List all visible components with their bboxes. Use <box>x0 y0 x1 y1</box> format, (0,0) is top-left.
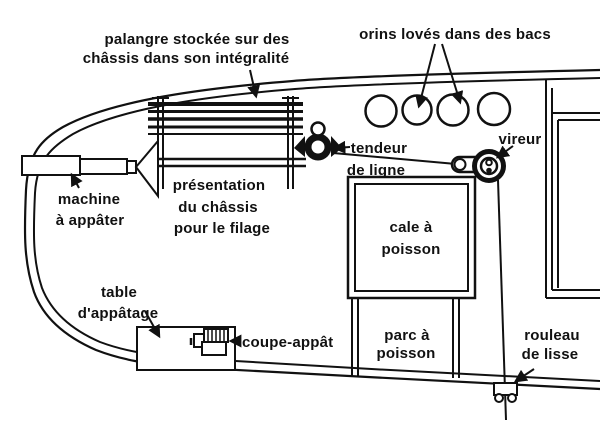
tensioner-wing-left <box>294 136 305 157</box>
fish-hold <box>348 177 475 298</box>
label-fish-hold-line2: poisson <box>381 241 441 258</box>
label-orins-tubs: orins lovés dans des bacs <box>359 26 551 43</box>
stern-superstructure <box>546 79 600 298</box>
labels <box>56 26 580 363</box>
label-fish-pen-line1: parc à <box>384 327 430 344</box>
label-fish-pen-line2: poisson <box>376 345 436 362</box>
hauler-axle-top <box>486 160 492 166</box>
label-rack-presentation-line3: pour le filage <box>173 220 271 237</box>
label-rack-presentation-line2: du châssis <box>178 199 258 216</box>
bait-machine <box>22 141 158 196</box>
arrow-bait-machine <box>72 175 79 188</box>
label-fish-hold-line1: cale à <box>389 219 433 236</box>
label-palangre-storage-line2: châssis dans son intégralité <box>82 50 290 67</box>
fish-hold-inner <box>355 184 468 291</box>
coil-tub-2 <box>403 96 432 125</box>
label-bait-machine-line1: machine <box>57 191 121 208</box>
hauler-axle-bottom <box>486 168 492 174</box>
longline-rack <box>148 96 306 189</box>
label-rail-roller-line2: de lisse <box>521 346 579 363</box>
bait-machine-tube <box>22 156 80 175</box>
label-palangre-storage-line1: palangre stockée sur des <box>104 31 290 48</box>
bait-cutter-body <box>202 342 226 355</box>
label-line-tensioner-line2: de ligne <box>346 162 406 179</box>
coil-tub-4 <box>478 93 510 125</box>
label-rail-roller-line1: rouleau <box>524 327 580 344</box>
orins-coil-tubs <box>366 93 511 127</box>
label-rack-presentation-line1: présentation <box>172 177 266 194</box>
arrow-rail-roller <box>516 369 534 381</box>
bait-machine-cap <box>127 161 136 173</box>
label-hauler: vireur <box>498 131 542 148</box>
rail-roller-wheel-right <box>508 394 516 402</box>
rail-roller-wheel-left <box>495 394 503 402</box>
coil-tub-3 <box>438 95 469 126</box>
label-line-tensioner-line1: tendeur <box>350 140 408 157</box>
hauler-arm-roller <box>455 159 466 170</box>
bait-machine-funnel <box>136 141 158 196</box>
bait-machine-barrel <box>80 159 127 174</box>
label-baiting-table-line1: table <box>100 284 138 301</box>
label-baiting-table-line2: d'appâtage <box>77 305 159 322</box>
coil-tub-1 <box>366 96 397 127</box>
rail-roller-block <box>494 383 517 395</box>
tensioner-top-roller <box>312 123 325 136</box>
tensioner-hole <box>312 141 325 154</box>
arrow-line-tensioner <box>335 147 350 148</box>
label-bait-machine-line2: à appâter <box>55 212 125 229</box>
label-bait-cutter: coupe-appât <box>242 334 334 351</box>
